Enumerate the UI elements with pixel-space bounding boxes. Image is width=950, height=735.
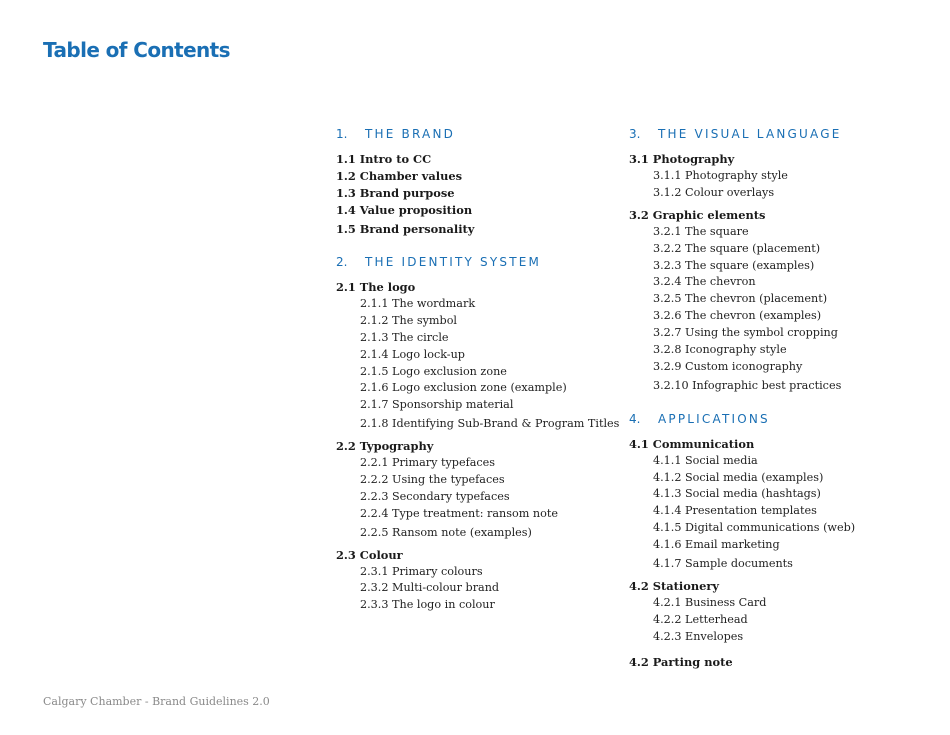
toc-item[interactable]: 2.3.3 The logo in colour: [360, 598, 495, 612]
section-title: THE VISUAL LANGUAGE: [658, 127, 842, 141]
toc-item[interactable]: 4.1.1 Social media: [653, 453, 758, 467]
toc-column-left: [336, 126, 636, 630]
toc-section: [629, 126, 929, 395]
toc-subsection: [336, 547, 636, 615]
toc-item[interactable]: 4.1.6 Email marketing: [653, 538, 780, 552]
toc-subsection: [336, 279, 636, 433]
toc-item[interactable]: 2.1.7 Sponsorship material: [360, 398, 514, 412]
section-number: 3.: [629, 127, 641, 141]
toc-item[interactable]: 4.1.4 Presentation templates: [653, 504, 817, 518]
subsection-title[interactable]: 4.1 Communication: [629, 436, 755, 451]
section-heading: [629, 126, 929, 142]
toc-entry[interactable]: 1.5 Brand personality: [336, 222, 475, 236]
toc-item[interactable]: 2.2.5 Ransom note (examples): [360, 525, 532, 539]
toc-subsection: [629, 151, 929, 202]
toc-item[interactable]: 4.1.7 Sample documents: [653, 557, 793, 571]
subsection-title[interactable]: 2.2 Typography: [336, 439, 434, 454]
section-heading: [629, 411, 929, 427]
toc-section: [336, 254, 636, 614]
toc-item[interactable]: 4.1.5 Digital communications (web): [653, 521, 856, 535]
subsection-title[interactable]: 3.1 Photography: [629, 152, 735, 166]
toc-item[interactable]: 3.2.2 The square (placement): [653, 241, 821, 255]
section-title: THE BRAND: [365, 127, 456, 141]
toc-entry[interactable]: 1.1 Intro to CC: [336, 152, 432, 166]
toc-item[interactable]: 2.2.1 Primary typefaces: [360, 456, 496, 470]
toc-item[interactable]: 2.2.4 Type treatment: ransom note: [360, 506, 558, 520]
toc-subsection: [336, 438, 636, 541]
toc-item[interactable]: 4.2.3 Envelopes: [653, 629, 744, 643]
section-title: THE IDENTITY SYSTEM: [365, 255, 542, 269]
toc-item[interactable]: 3.2.10 Infographic best practices: [653, 378, 842, 392]
toc-entry[interactable]: 1.3 Brand purpose: [336, 186, 455, 200]
toc-entry[interactable]: 1.2 Chamber values: [336, 169, 463, 183]
toc-item[interactable]: 2.2.3 Secondary typefaces: [360, 489, 510, 503]
footer-text: Calgary Chamber - Brand Guidelines 2.0: [43, 695, 270, 708]
toc-item[interactable]: 3.2.8 Iconography style: [653, 343, 787, 357]
toc-item[interactable]: 4.1.2 Social media (examples): [653, 470, 824, 484]
subsection-title[interactable]: 2.3 Colour: [336, 547, 403, 562]
section-number: 2.: [336, 255, 348, 269]
toc-item[interactable]: 3.2.6 The chevron (examples): [653, 309, 822, 323]
toc-item[interactable]: 3.1.1 Photography style: [653, 169, 788, 182]
toc-item[interactable]: 2.1.4 Logo lock-up: [360, 347, 465, 361]
toc-subsection: [629, 578, 929, 646]
toc-item[interactable]: 4.2.2 Letterhead: [653, 612, 748, 626]
toc-item[interactable]: 4.1.3 Social media (hashtags): [653, 487, 821, 501]
section-heading: [336, 126, 636, 142]
toc-item[interactable]: 2.2.2 Using the typefaces: [360, 473, 505, 487]
toc-item[interactable]: 2.1.5 Logo exclusion zone: [360, 364, 507, 378]
toc-entry[interactable]: 4.2 Parting note: [629, 654, 733, 669]
toc-item[interactable]: 3.2.4 The chevron: [653, 275, 756, 289]
toc-item[interactable]: 3.2.7 Using the symbol cropping: [653, 326, 838, 340]
toc-item[interactable]: 2.1.6 Logo exclusion zone (example): [360, 381, 567, 395]
toc-item[interactable]: 3.2.5 The chevron (placement): [653, 292, 828, 306]
section-number: 1.: [336, 127, 348, 141]
section-heading: [336, 254, 636, 270]
toc-item[interactable]: 2.3.1 Primary colours: [360, 564, 483, 578]
toc-column-right: [629, 126, 929, 687]
toc-item[interactable]: 4.2.1 Business Card: [653, 595, 767, 609]
toc-item[interactable]: 2.1.1 The wordmark: [360, 297, 476, 310]
toc-item[interactable]: 3.1.2 Colour overlays: [653, 185, 775, 199]
toc-subsection: [629, 207, 929, 395]
toc-item[interactable]: 3.2.9 Custom iconography: [653, 359, 803, 373]
section-number: 4.: [629, 411, 641, 426]
toc-section: [629, 411, 929, 671]
subsection-title[interactable]: 2.1 The logo: [336, 280, 416, 294]
section-title: APPLICATIONS: [658, 411, 770, 426]
toc-item[interactable]: 2.1.2 The symbol: [360, 313, 458, 327]
toc-section: [336, 126, 636, 238]
toc-item[interactable]: 3.2.1 The square: [653, 224, 749, 238]
toc-item[interactable]: 2.1.8 Identifying Sub-Brand & Program Titles: [360, 417, 620, 431]
subsection-title[interactable]: 3.2 Graphic elements: [629, 207, 766, 222]
toc-entry[interactable]: 1.4 Value proposition: [336, 203, 473, 217]
toc-item[interactable]: 2.3.2 Multi-colour brand: [360, 581, 500, 595]
toc-item[interactable]: 2.1.3 The circle: [360, 330, 449, 344]
page-title: Table of Contents: [43, 38, 230, 62]
toc-item[interactable]: 3.2.3 The square (examples): [653, 258, 815, 272]
toc-subsection: [629, 436, 929, 573]
subsection-title[interactable]: 4.2 Stationery: [629, 578, 719, 593]
